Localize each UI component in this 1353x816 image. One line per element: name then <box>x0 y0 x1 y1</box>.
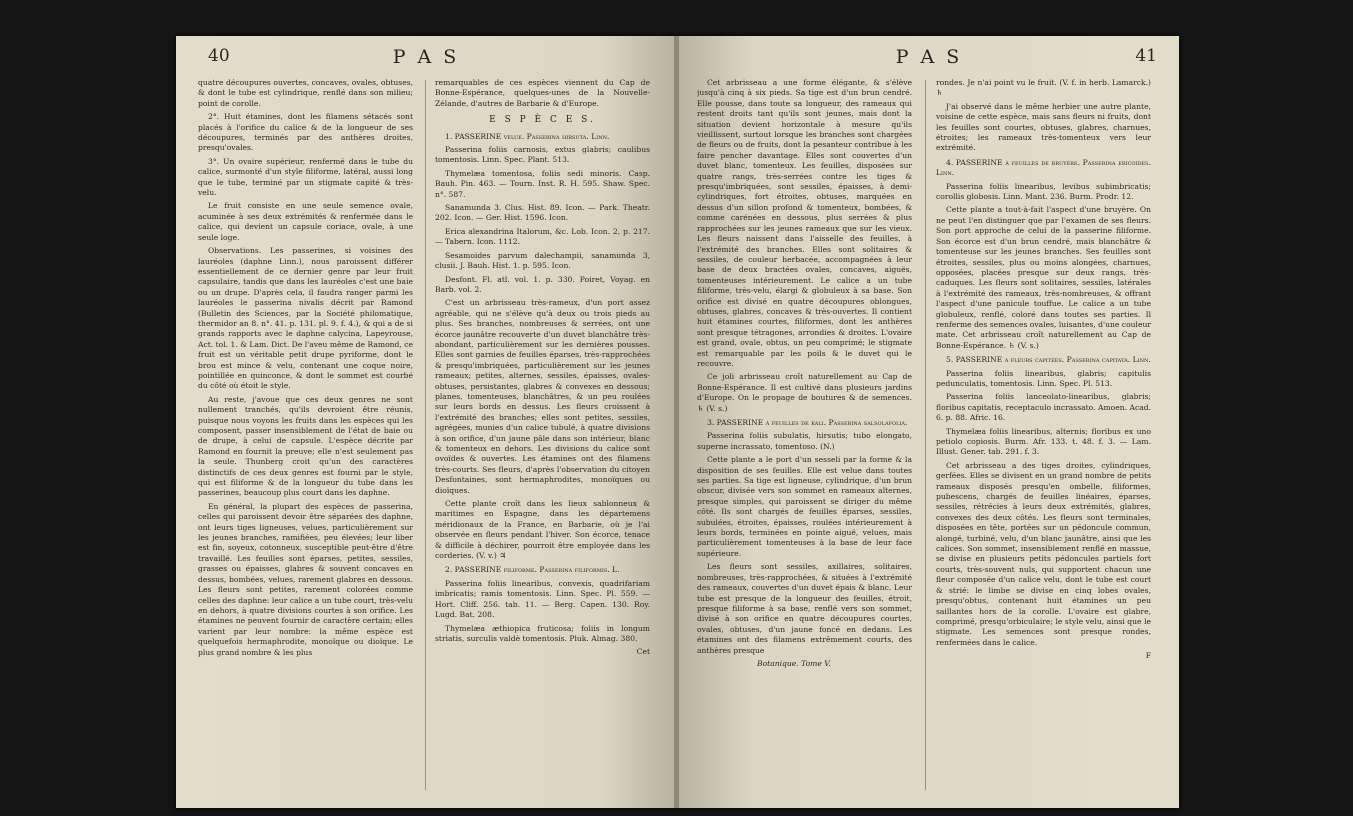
right-column-2 <box>936 78 1151 794</box>
paragraph: Observations. Les passerines, si voisines des lauréoles (daphne Linn.), nous paroissent différer essentiellement de ce dernier genre par leur fruit capsulaire, tandis que dans les lauréoles c'est une baie ou un drupe. D'après cela, il faudra ranger parmi les lauréoles le passerina nivalis décrit par Ramond (Bulletin des Sciences, par la Société philomatique, thermidor an 8. n°. 41. p. 131. pl. 9. f. 4.), & qui a de si grands rapports avec le daphne calycina, Lapeyrouse, Act. tol. 1. & Lam. Dict. De l'aveu même de Ramond, ce fruit est un véritable petit drupe pyriforme, dont le brou est mince & velu, contenant une coque noire, pointillée en quinconce, & dont le sommet est courbé du côté où étoit le style. <box>198 246 413 391</box>
catchword: Cet <box>636 647 650 657</box>
left-running-title: P A S <box>392 46 460 68</box>
synonym: Passerina foliis linearibus, levibus subimbricatis; corollis globosis. Linn. Mant. 236. Burm. Prodr. 12. <box>936 181 1151 202</box>
synonym: Passerina foliis linearibus, glabris; capitulis pedunculatis, tomentosis. Linn. Spec. Pl. 513. <box>936 368 1151 388</box>
section-heading: E S P È C E S. <box>489 115 596 126</box>
column-divider <box>925 80 926 790</box>
column-divider <box>425 80 426 790</box>
species-heading: 2. PASSERINE filiforme. Passerina filiformis. L. <box>445 565 620 575</box>
paragraph: 2°. Huit étamines, dont les filamens sétacés sont placés à l'orifice du calice & de la longueur de ses découpures, terminés par des anthères droites, presqu'ovales. <box>198 112 413 153</box>
paragraph: Cette plante a le port d'un sesseli par la forme & la disposition de ses feuilles. Elle est velue dans toutes ses parties. Sa tige est ligneuse, cylindrique, d'un brun obscur, divisée vers son sommet en rameaux alternes, presque simples, qui paroissent se diriger du même côté. Ils sont chargés de feuilles éparses, sessiles, subulées, étroites, épaisses, roulées intérieurement à leurs bords, terminées en pointe aiguë, velues, mais particulièrement tomenteuses à la base de leur face supérieure. <box>697 455 912 558</box>
species-heading: 1. PASSERINE velue. Passerina hirsuta. Linn. <box>445 131 610 141</box>
left-page-number: 40 <box>208 46 230 66</box>
species-heading: 5. PASSERINE à fleurs capitées. Passerina capitata. Linn. <box>946 355 1151 365</box>
synonym: Thymelæa foliis linearibus, alternis; floribus ex uno petiolo copiosis. Burm. Afr. 133. t. 48. f. 3. — Lam. Illust. Gener. tab. 291. f. 3. <box>936 426 1151 457</box>
left-column-2 <box>435 78 650 794</box>
paragraph: remarquables de ces espèces viennent du Cap de Bonne-Espérance, quelques-unes de la Nouvelle-Zélande, d'autres de Barbarie & d'Europe. <box>435 78 650 108</box>
paragraph: Cet arbrisseau a des tiges droites, cylindriques, gerfées. Elles se divisent en un grand nombre de petits rameaux disposés presqu'en ombelle, filiformes, pubescens, chargés de feuilles linéaires, éparses, sessiles, rétrécies à leurs deux extrémités, glabres, convexes des deux côtés. Les fleurs sont terminales, disposées en tête, portées sur un pédoncule commun, alongé, turbiné, velu, d'un blanc jaunâtre, ainsi que les calices. Son sommet, insensiblement renflé en massue, se divise en plusieurs petits pédoncules partiels fort courts, très-souvent nuls, qui supportent chacun une fleur composée d'un calice velu, dont le tube est court & strié: le limbe se divise en cinq lobes ovales, presqu'obtus, contenant huit étamines un peu saillantes hors de la corolle. L'ovaire est glabre, comprimé, presqu'orbiculaire; le style velu, ainsi que le stigmate. Les semences sont presque rondes, renfermées dans le calice. <box>936 460 1151 647</box>
signature-line: Botanique. Tome V. <box>757 658 831 668</box>
paragraph: J'ai observé dans le même herbier une autre plante, voisine de cette espèce, mais sans fleurs ni fruits, dont les feuilles sont courtes, obtuses, glabres, charnues, étroites; les rameaux très-tomenteux vers leur extrémité. <box>936 101 1151 153</box>
paragraph: Cette plante croît dans les lieux sablonneux & maritimes en Espagne, dans les départemens méridionaux de la France, en Barbarie, où je l'ai observée en fleurs pendant l'hiver. Son écorce, tenace & difficile à déchirer, pourroit être employée dans les corderies. (V. v.) ♃ <box>435 499 650 561</box>
right-column-1 <box>697 78 912 794</box>
signature-mark: F <box>1145 651 1151 661</box>
synonym: Thymelæa tomentosa, foliis sedi minoris. Casp. Bauh. Pin. 463. — Tourn. Inst. R. H. 595. Shaw. Spec. n°. 587. <box>435 168 650 199</box>
paragraph: Les fleurs sont sessiles, axillaires, solitaires, nombreuses, très-rapprochées, & situées à l'extrémité des rameaux, couvertes d'un duvet épais & blanc. Leur tube est presque de la longueur des feuilles, étroit, presque filiforme à sa base, renflé vers son sommet, divisé à son orifice en quatre découpures courtes, ovales, obtuses, d'un jaune foncé en dedans. Les étamines ont des filamens extrêmement courts, des anthères presque <box>697 562 912 655</box>
left-running-head <box>176 46 676 68</box>
synonym: Sesamoides parvum dalechampii, sanamunda 3, clusii. J. Bauh. Hist. 1. p. 595. Icon. <box>435 250 650 271</box>
left-column-1 <box>198 78 413 794</box>
right-page-number: 41 <box>1135 46 1157 66</box>
paragraph: Cette plante a tout-à-fait l'aspect d'une bruyère. On ne peut l'en distinguer que par l'examen de ses fleurs. Son port approche de celui de la passerine filiforme. Son écorce est d'un brun cendré, mais blanchâtre & tomenteuse sur les jeunes branches. Ses feuilles sont étroites, sessiles, plus ou moins alongées, charnues, opposées, placées presque sur deux rangs, très-caduques. Les fleurs sont solitaires, sessiles, latérales à l'extrémité des rameaux, très-nombreuses, & offrant l'aspect d'une panicule touffue. Le calice a un tube globuleux, renflé, coloré dans toutes ses parties. Il renferme des semences ovales, luisantes, d'une couleur mate. Cet arbrisseau croît naturellement au Cap de Bonne-Espérance. ♄ (V. s.) <box>936 205 1151 350</box>
paragraph: Ce joli arbrisseau croît naturellement au Cap de Bonne-Espérance. Il est cultivé dans plusieurs jardins d'Europe. On le propage de boutures & de semences. ♄ (V. s.) <box>697 372 912 413</box>
synonym: Desfont. Fl. atl. vol. 1. p. 330. Poiret, Voyag. en Barb. vol. 2. <box>435 274 650 294</box>
species-heading: 4. PASSERINE à feuilles de bruyère. Passerina ericoides. Linn. <box>936 157 1151 178</box>
paragraph: En général, la plupart des espèces de passerina, celles qui paroissent devoir être séparées des daphne, ont leurs tiges ligneuses, velues, particulièrement sur les jeunes branches, ramifiées, peu élevées; leur liber est fin, soyeux, cotonneux, susceptible peut-être d'être travaillé. Les feuilles sont éparses, petites, sessiles, grasses ou épaisses, glabres & souvent concaves en dessus, bombées, velues, rarement glabres en dessous. Les fleurs sont petites, rarement colorées comme celles des daphne: leur calice a un tube court, très-velu en dehors, à quatre divisions courtes à son orifice. Les étamines ne peuvent fournir de caractère certain; elles varient par leur nombre: la même espèce est quelquefois hermaphrodite, monoïque ou dioïque. Le plus grand nombre & les plus <box>198 501 413 657</box>
synonym: Thymelæa æthiopica fruticosa; foliis in longum striatis, surculis valdè tomentosis. Pluk. Almag. 380. <box>435 623 650 643</box>
paragraph: Cet arbrisseau a une forme élégante, & s'élève jusqu'à cinq à six pieds. Sa tige est d'un brun cendré. Elle pousse, dans toute sa longueur, des rameaux qui restent droits tant qu'ils sont jeunes, mais dont la situation devient horizontale à mesure qu'ils vieillissent, surtout lorsque les branches sont chargées de fleurs ou de fruits, dont la pesanteur contribue à les faire pencher davantage. Elles sont couvertes d'un duvet blanc, tomenteux. Les feuilles, disposées sur quatre rangs, très-serrées contre les tiges & presqu'imbriquées, sont sessiles, épaisses, à demi-cylindriques, fort étroites, obtuses, marquées en dessus d'un sillon profond & tomenteux, bombées, & comme carénées en dessous, plus serrées & plus rapprochées sur les jeunes rameaux que sur les vieux. Les fleurs naissent dans l'aisselle des feuilles, à l'extrémité des branches. Elles sont solitaires & sessiles, de couleur herbacée, accompagnées à leur base de deux bractées ovales, concaves, aiguës, tomenteuses intérieurement. Le calice a un tube filiforme, très-velu, élargi & globuleux à sa base. Son orifice est divisé en quatre découpures oblongues, obtuses, glabres, concaves & très-ouvertes. Il contient huit étamines courtes, filiformes, dont les anthères sont presque tétragones, arrondies & droites. L'ovaire est grand, ovale, obtus, un peu comprimé; le stigmate est remarquable par les poils & le duvet qui le recouvre. <box>697 78 912 368</box>
synonym: Passerina foliis linearibus, convexis, quadrifariam imbricatis; ramis tomentosis. Linn. Spec. Pl. 559. — Hort. Cliff. 256. tab. 11. — Berg. Capen. 130. Roy. Lugd. Bat. 208. <box>435 578 650 620</box>
synonym: Passerina foliis subulatis, hirsutis; tubo elongato, superne incrassato, tomentoso. (N.) <box>697 431 912 451</box>
paragraph: quatre découpures ouvertes, concaves, ovales, obtuses, & dont le tube est cylindrique, renflé dans son milieu; point de corolle. <box>198 78 413 108</box>
synonym: Passerina foliis lanceolato-linearibus, glabris; floribus capitatis, receptaculo incrassato. Amoen. Acad. 6. p. 88. Afric. 16. <box>936 392 1151 423</box>
paragraph: rondes. Je n'ai point vu le fruit. (V. f. in herb. Lamarck.) ♄ <box>936 78 1151 98</box>
right-running-head <box>679 46 1179 68</box>
synonym: Passerina foliis carnosis, extus glabris; caulibus tomentosis. Linn. Spec. Plant. 513. <box>435 145 650 165</box>
paragraph: C'est un arbrisseau très-rameux, d'un port assez agréable, qui ne s'élève qu'à deux ou trois pieds au plus. Ses branches, nombreuses & serrées, ont une écorce jaunâtre recouverte d'un duvet blanchâtre très-abondant, particulièrement sur les dernières pousses. Elles sont garnies de feuilles éparses, très-rapprochées & presqu'imbriquées, particulièrement sur les jeunes rameaux; petites, alternes, sessiles, épaisses, ovales-obtuses, persistantes, glabres & convexes en dessous; planes, tomenteuses, blanchâtres, & un peu roulées sur leurs bords en dessus. Les fleurs croissent à l'extrémité des branches; elles sont petites, sessiles, agrégées, munies d'un calice tubulé, à quatre divisions à son orifice, d'un jaune pâle dans son intérieur, blanc & tomenteux en dehors. Les divisions du calice sont ovoïdes & ouvertes. Les étamines ont des filamens très-courts. Ses fleurs, d'après l'observation du citoyen Desfontaines, sont hermaphrodites, monoïques ou dioïques. <box>435 298 650 495</box>
left-page <box>176 36 676 808</box>
book-spread <box>176 36 1179 808</box>
right-page <box>679 36 1179 808</box>
species-heading: 3. PASSERINE à feuilles de kali. Passerina salsolafolia. <box>707 418 908 427</box>
right-running-title: P A S <box>895 46 963 68</box>
paragraph: 3°. Un ovaire supérieur, renfermé dans le tube du calice, surmonté d'un style filiforme, latéral, aussi long que le tube, terminé par un stigmate capité & très-velu. <box>198 156 413 198</box>
paragraph: Au reste, j'avoue que ces deux genres ne sont nullement tranchés, qu'ils devroient être réunis, puisque nous voyons les fruits dans les espèces qui les composent, passer insensiblement de l'état de baie ou de drupe, à celui de capsule. L'espèce décrite par Ramond en fournit la preuve; elle n'est seulement pas la seule. Thunberg croit qu'un des caractères distinctifs de ces deux genres est fourni par le style, qui est filiforme & de la longueur du tube dans les passerines, beaucoup plus court dans les daphne. <box>198 394 413 498</box>
paragraph: Le fruit consiste en une seule semence ovale, acuminée à ses deux extrémités & renfermée dans le calice, qui devient un capsule coriace, ovale, à une seule loge. <box>198 201 413 242</box>
synonym: Sanamunda 3. Clus. Hist. 89. Icon. — Park. Theatr. 202. Icon. — Ger. Hist. 1596. Icon. <box>435 203 650 223</box>
synonym: Erica alexandrina Italorum, &c. Lob. Icon. 2, p. 217. — Tabern. Icon. 1112. <box>435 226 650 247</box>
